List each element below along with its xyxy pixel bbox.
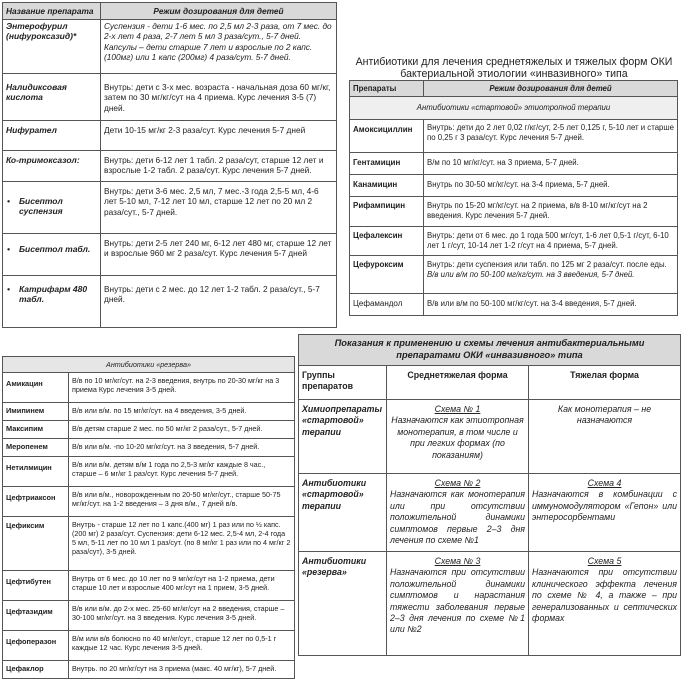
table-row: [350, 227, 678, 256]
col-header-drugs: Препараты: [350, 81, 424, 97]
dosage-text: Дети 10-15 мг/кг 2-3 раза/сут. Курс лечения 5-7 дней: [101, 121, 337, 151]
dosage-iv: В/в или в/м по 50-100 мг/кг/сут. на 3 введения, 5-7 дней.: [427, 269, 635, 279]
moderate-cell: [387, 552, 529, 656]
children-dosage-table: [2, 2, 337, 328]
table-row: [299, 400, 681, 474]
dosage-oral: Внутрь: дети суспензия или табл. по 125 мг 2 раза/сут. после еды.: [427, 260, 667, 269]
drug-name: Цефоперазон: [3, 631, 69, 661]
severe-cell: [529, 552, 681, 656]
dosage-text: В/м или в/в болюсно по 40 мг/кг/сут., старше 12 лет по 0,5-1 г каждые 12 час. Курс лечения 3-5 дней.: [69, 631, 295, 661]
scheme-label: Схема № 3: [434, 556, 481, 566]
drug-name: Цефтриаксон: [3, 487, 69, 517]
drug-name-text: Катрифарм 480 табл.: [19, 284, 88, 305]
drug-name: Цефаклор: [3, 661, 69, 679]
table-row: [3, 487, 295, 517]
drug-name: Цефиксим: [3, 517, 69, 571]
dosage-text: Внутрь: дети с 3-х мес. возраста - начальная доза 60 мг/кг, затем по 30 мг/кг/сут на 4 приема. Курс лечения 3-5 (7) дней.: [101, 74, 337, 121]
section-header: Антибиотики «стартовой» этиотропной терапии: [350, 97, 678, 120]
dosage-text: В/в или в/м. детям в/м 1 года по 2,5-3 мг/кг каждые 8 час., старше – 6 мг/кг 1 раз/сут. Курс лечения 5-7 дней.: [69, 457, 295, 487]
dosage-text: В/в или в/м. по 15 мг/кг/сут. на 4 введения, 3-5 дней.: [69, 403, 295, 421]
severe-cell: [529, 474, 681, 552]
dosage-text: В/в или в/м. -по 10-20 мг/кг/сут. на 3 введения, 5-7 дней.: [69, 439, 295, 457]
table-caption: Показания к применению и схемы лечения антибактериальными препаратами ОКИ «инвазивного» типа: [299, 335, 681, 366]
drug-name: Максипим: [3, 421, 69, 439]
table-row: [350, 294, 678, 316]
table-row: [350, 175, 678, 197]
col-header-moderate: Среднетяжелая форма: [387, 366, 529, 400]
group-name: Антибиотики «резерва»: [299, 552, 387, 656]
scheme-label: Схема № 1: [434, 404, 481, 414]
dosage-text: В/в по 10 мг/кг/сут. на 2-3 введения, внутрь по 20-30 мг/кг на 3 приема Курс лечения 3-5 дней.: [69, 373, 295, 403]
reserve-antibiotics-table: [2, 356, 295, 679]
drug-name: Цефамандол: [350, 294, 424, 316]
drug-name: [3, 182, 101, 234]
table-row: [3, 571, 295, 601]
moderate-cell: [387, 400, 529, 474]
dosage-text: Внутрь: дети 3-6 мес. 2,5 мл, 7 мес.-3 года 2,5-5 мл, 4-6 лет 5-10 мл, 7-12 лет 10 мл, старше 12 лет по 20 мл 2 раза/сут., 5-7 дней.: [101, 182, 337, 234]
section-header: Антибиотики «резерва»: [3, 357, 295, 373]
table-row: [3, 601, 295, 631]
drug-name: Рифампицин: [350, 197, 424, 227]
scheme-text: Назначаются при отсутствии клинического эффекта лечения по схеме № 4, а также – при генерализованных и септических формах: [532, 567, 678, 624]
table-row: [3, 20, 337, 74]
scheme-text: Назначаются в комбинации с иммуномодулятором «Гепон» или энтеросорбентами: [532, 489, 678, 523]
drug-name: Меропенем: [3, 439, 69, 457]
bullet-icon: •: [7, 244, 10, 254]
dosage-text: Внутрь по 15-20 мг/кг/сут. на 2 приема, в/в 8-10 мг/кг/сут на 2 введения. Курс лечения 5-7 дней.: [424, 197, 678, 227]
treatment-schemes-table: [298, 334, 681, 656]
table-row: [3, 182, 337, 234]
drug-name: Цефтибутен: [3, 571, 69, 601]
bullet-icon: •: [7, 284, 10, 294]
drug-name: Гентамицин: [350, 153, 424, 175]
dosage-text: В/м по 10 мг/кг/сут. на 3 приема, 5-7 дней.: [424, 153, 678, 175]
dosage-text: В/в или в/м., новорожденным по 20-50 мг/кг/сут., старше 50-75 мг/кг/сут. на 1-2 введения – 3 дня в/м., 7 дней в/в.: [69, 487, 295, 517]
drug-name: Амикацин: [3, 373, 69, 403]
table-row: [3, 121, 337, 151]
dosage-text: [424, 256, 678, 294]
dosage-text: Внутрь - старше 12 лет по 1 капс.(400 мг) 1 раз или по ½ капс.(200 мг) 2 раза/сут. Суспензия: дети 6-12 мес. 2,5-4 мл, 2-4 года 5 мл, 5-11 лет по 10 мл 1 раз/сут. (по 8 мг/кг 1 раз или по 4 мг/кг 2 раза/сут), 3-5 дней.: [69, 517, 295, 571]
dosage-text: В/в или в/м по 50-100 мг/кг/сут. на 3-4 введения, 5-7 дней.: [424, 294, 678, 316]
table-row: [350, 120, 678, 153]
table-row: [3, 517, 295, 571]
table-row: [3, 403, 295, 421]
scheme-text: Назначаются как монотерапия или при отсутствии положительной динамики симптомов первые 2–3 дня лечения по схеме №1: [390, 489, 525, 546]
invasive-antibiotics-table: [349, 80, 678, 316]
table-row: [3, 439, 295, 457]
drug-name: Цефуроксим: [350, 256, 424, 294]
drug-name: Амоксициллин: [350, 120, 424, 153]
bullet-icon: •: [7, 196, 10, 206]
drug-name-text: Бисептол табл.: [19, 244, 91, 254]
drug-name: [3, 276, 101, 328]
scheme-label: Схема 4: [587, 478, 622, 488]
scheme-text: Назначаются при отсутствии положительной динамики симптомов и нарастания тяжести заболевания первые 2–3 дня лечения по схеме №1 или №2: [390, 567, 525, 635]
table-row: [3, 276, 337, 328]
drug-name: Канамицин: [350, 175, 424, 197]
moderate-cell: [387, 474, 529, 552]
table-row: [299, 552, 681, 656]
dosage-text: В/в детям старше 2 мес. по 50 мг/кг 2 раза/сут., 5-7 дней.: [69, 421, 295, 439]
header-row: [299, 366, 681, 400]
table-row: [350, 153, 678, 175]
drug-name: Ко-тримоксазол:: [3, 151, 101, 182]
scheme-text: Назначаются как этиотропная монотерапия, в том числе и при легких формах (по показаниям): [391, 415, 524, 460]
table-title: Антибиотики для лечения среднетяжелых и тяжелых форм ОКИ бактериальной этиологии «инвазивного» типа: [355, 56, 673, 80]
col-header-dosage: Режим дозирования для детей: [101, 3, 337, 20]
dosage-text: В/в или в/м. до 2-х мес. 25-60 мг/кг/сут на 2 введения, старше – 30-100 мг/кг/сут. на 3 введения. Курс лечения 3-5 дней.: [69, 601, 295, 631]
drug-name: Энтерофурил (нифуроксазид)*: [3, 20, 101, 74]
table-row: [3, 457, 295, 487]
col-header-severe: Тяжелая форма: [529, 366, 681, 400]
table-row: [3, 631, 295, 661]
drug-name: Цефтазидим: [3, 601, 69, 631]
table-row: [3, 421, 295, 439]
dosage-text: Внутрь: дети от 6 мес. до 1 года 500 мг/сут, 1-6 лет 0,5-1 г/сут, 6-10 лет 1 г/сут, 10-14 лет 1-2 г/сут на 4 приема, 5-7 дней.: [424, 227, 678, 256]
table-row: [3, 234, 337, 276]
table-row: [3, 151, 337, 182]
severe-cell: Как монотерапия – не назначаются: [529, 400, 681, 474]
table-row: [3, 661, 295, 679]
table-row: [3, 373, 295, 403]
group-name: Химиопрепараты «стартовой» терапии: [299, 400, 387, 474]
dosage-text: Внутрь: дети 6-12 лет 1 табл. 2 раза/сут, старше 12 лет и взрослые 1-2 табл. 2 раза/сут. Курс лечения 5-7 дней.: [101, 151, 337, 182]
dosage-text: Внутрь. по 20 мг/кг/сут на 3 приема (макс. 40 мг/кг), 5-7 дней.: [69, 661, 295, 679]
drug-name-text: Бисептол суспензия: [19, 196, 63, 217]
dosage-text: Внутрь от 6 мес. до 10 лет по 9 мг/кг/сут на 1-2 приема, дети старше 10 лет и взрослые 400 мг/сут на 1 прием, 3-5 дней.: [69, 571, 295, 601]
col-header-groups: Группы препаратов: [299, 366, 387, 400]
col-header-dosage: Режим дозирования для детей: [424, 81, 678, 97]
drug-name: Имипинем: [3, 403, 69, 421]
dosage-text: Внутрь по 30-50 мг/кг/сут. на 3-4 приема, 5-7 дней.: [424, 175, 678, 197]
table-row: [350, 256, 678, 294]
drug-name: [3, 234, 101, 276]
drug-name: Нетилмицин: [3, 457, 69, 487]
dosage-text: Внутрь: дети с 2 мес. до 12 лет 1-2 табл. 2 раза/сут., 5-7 дней.: [101, 276, 337, 328]
dosage-text: Внутрь: дети до 2 лет 0,02 г/кг/сут, 2-5 лет 0,125 г, 5-10 лет и старше по 0,25 г 3 раза/сут. Курс лечения 5-7 дней.: [424, 120, 678, 153]
dosage-text: Внутрь: дети 2-5 лет 240 мг, 6-12 лет 480 мг, старше 12 лет и взрослые 960 мг 2 раза/сут. Курс лечения 5-7 дней: [101, 234, 337, 276]
dosage-text: Суспензия - дети 1-6 мес. по 2,5 мл 2-3 раза, от 7 мес. до 2-х лет 4 раза, 2-7 лет 5 мл 3 раза/сут., 5-7 дней. Капсулы – дети старше 7 лет и взрослые по 2 капс. (100мг) или 1 капс (200мг) 4 раза/сут. 5-7 дней.: [101, 20, 337, 74]
table-row: [350, 197, 678, 227]
group-name: Антибиотики «стартовой» терапии: [299, 474, 387, 552]
drug-name: Нифурател: [3, 121, 101, 151]
scheme-label: Схема № 2: [434, 478, 481, 488]
drug-name: Цефалексин: [350, 227, 424, 256]
table-row: [3, 74, 337, 121]
scheme-label: Схема 5: [587, 556, 622, 566]
table-row: [299, 474, 681, 552]
drug-name: Налидиксовая кислота: [3, 74, 101, 121]
col-header-drug: Название препарата: [3, 3, 101, 20]
